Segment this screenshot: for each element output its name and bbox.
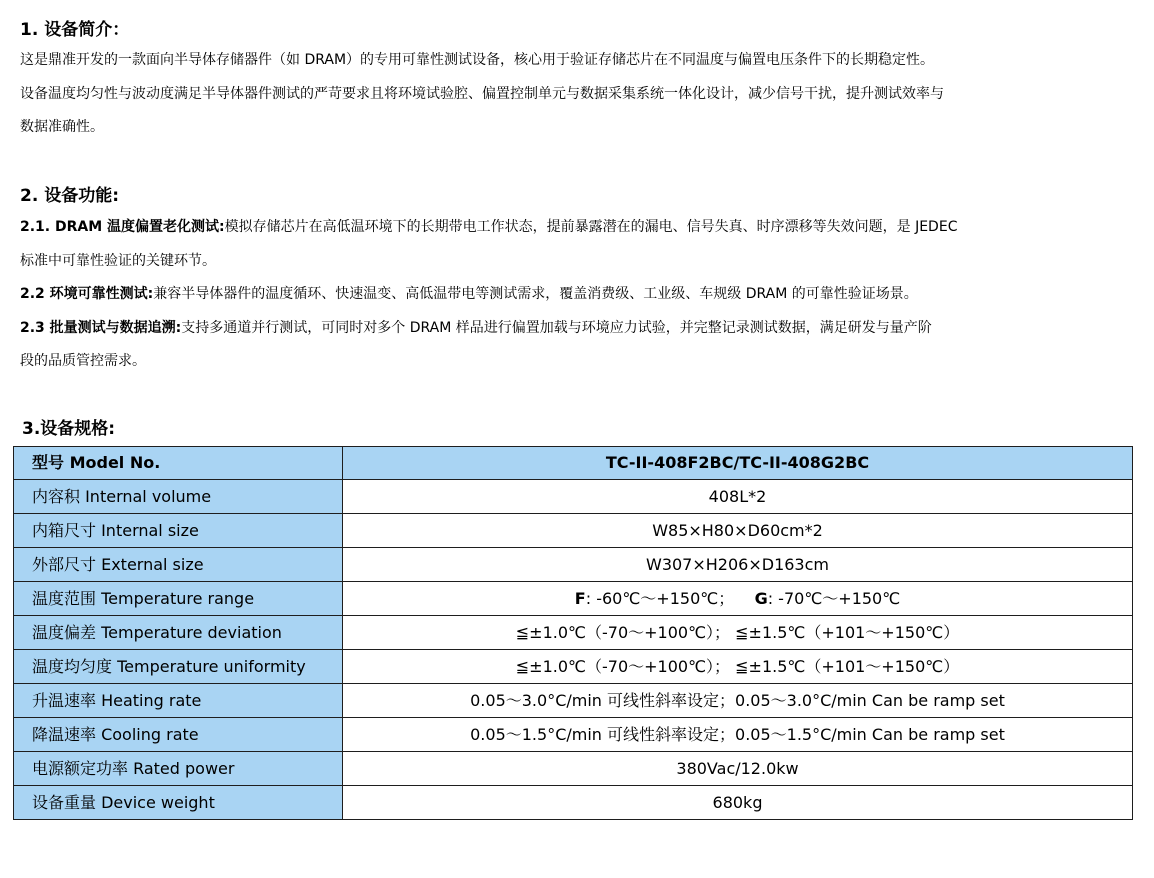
range-f-label: F xyxy=(574,588,586,608)
spec-value: 408L*2 xyxy=(343,480,1133,514)
spec-row-heating-rate xyxy=(14,684,1133,718)
spec-label: 升温速率 Heating rate xyxy=(14,684,343,718)
range-g-value: : -70℃～+150℃ xyxy=(767,588,901,608)
intro-line-3: 数据准确性。 xyxy=(20,119,104,135)
spec-row-temperature-uniformity xyxy=(14,650,1133,684)
spec-label: 温度均匀度 Temperature uniformity xyxy=(14,650,343,684)
spec-label: 内容积 Internal volume xyxy=(14,480,343,514)
spec-label: 温度范围 Temperature range xyxy=(14,582,343,616)
intro-line-1: 这是鼎准开发的一款面向半导体存储器件（如 DRAM）的专用可靠性测试设备，核心用于验证存储芯片在不同温度与偏置电压条件下的长期稳定性。 xyxy=(20,52,935,68)
function-item-1-line-1 xyxy=(20,211,1145,245)
function-item-1-text: 模拟存储芯片在高低温环境下的长期带电工作状态，提前暴露潜在的漏电、信号失真、时序漂移等失效问题，是 JEDEC xyxy=(224,219,958,235)
spec-row-temperature-range xyxy=(14,582,1133,616)
spec-label: 内箱尺寸 Internal size xyxy=(14,514,343,548)
section-1-intro xyxy=(20,44,1145,145)
function-item-3-text: 支持多通道并行测试，可同时对多个 DRAM 样品进行偏置加载与环境应力试验，并完整记录测试数据，满足研发与量产阶 xyxy=(181,319,932,336)
spec-value: ≦±1.0℃（-70～+100℃）； ≦±1.5℃（+101～+150℃） xyxy=(343,616,1133,650)
spec-label: 外部尺寸 External size xyxy=(14,548,343,582)
function-item-1-title: 2.1. DRAM 温度偏置老化测试: xyxy=(20,219,225,235)
spec-label: 降温速率 Cooling rate xyxy=(14,718,343,752)
spec-row-internal-volume xyxy=(14,480,1133,514)
function-item-3-line-2: 段的品质管控需求。 xyxy=(20,353,146,369)
spec-row-temperature-deviation xyxy=(14,616,1133,650)
spec-row-device-weight xyxy=(14,786,1133,820)
intro-line-2: 设备温度均匀性与波动度满足半导体器件测试的严苛要求且将环境试验腔、偏置控制单元与数据采集系统一体化设计，减少信号干扰，提升测试效率与 xyxy=(20,85,944,102)
spec-value: ≦±1.0℃（-70～+100℃）； ≦±1.5℃（+101～+150℃） xyxy=(343,650,1133,684)
spec-value: 680kg xyxy=(343,786,1133,820)
spec-value: W307×H206×D163cm xyxy=(343,548,1133,582)
section-2-functions xyxy=(20,211,1145,379)
range-g-label: G xyxy=(754,588,768,608)
spec-label: 电源额定功率 Rated power xyxy=(14,752,343,786)
section-2-heading: 2. 设备功能: xyxy=(20,186,120,206)
function-item-3-line-1 xyxy=(20,312,1145,346)
spec-value: 380Vac/12.0kw xyxy=(343,752,1133,786)
spec-value: 0.05～3.0°C/min 可线性斜率设定；0.05～3.0°C/min Can be ramp set xyxy=(343,684,1133,718)
spec-value: W85×H80×D60cm*2 xyxy=(343,514,1133,548)
function-item-2-title: 2.2 环境可靠性测试: xyxy=(20,286,154,302)
spec-row-cooling-rate xyxy=(14,718,1133,752)
spec-row-rated-power xyxy=(14,752,1133,786)
spec-table-header xyxy=(14,447,1133,480)
section-1-heading: 1. 设备简介： xyxy=(20,20,130,40)
spec-value xyxy=(343,582,1133,616)
function-item-3-title: 2.3 批量测试与数据追溯: xyxy=(20,319,182,336)
function-item-1-line-2: 标准中可靠性验证的关键环节。 xyxy=(20,252,216,269)
spec-table xyxy=(13,446,1133,820)
function-item-2-text: 兼容半导体器件的温度循环、快速温变、高低温带电等测试需求，覆盖消费级、工业级、车规级 DRAM 的可靠性验证场景。 xyxy=(153,286,918,302)
spec-label: 设备重量 Device weight xyxy=(14,786,343,820)
spec-value: 0.05～1.5°C/min 可线性斜率设定；0.05～1.5°C/min Can be ramp set xyxy=(343,718,1133,752)
function-item-2-line-1 xyxy=(20,278,1145,312)
range-f-value: : -60℃～+150℃； xyxy=(585,588,735,608)
spec-row-external-size xyxy=(14,548,1133,582)
spec-header-value: TC-II-408F2BC/TC-II-408G2BC xyxy=(343,447,1133,480)
spec-row-internal-size xyxy=(14,514,1133,548)
spec-header-label: 型号 Model No. xyxy=(14,447,343,480)
spec-label: 温度偏差 Temperature deviation xyxy=(14,616,343,650)
section-3-heading: 3.设备规格: xyxy=(22,419,116,439)
